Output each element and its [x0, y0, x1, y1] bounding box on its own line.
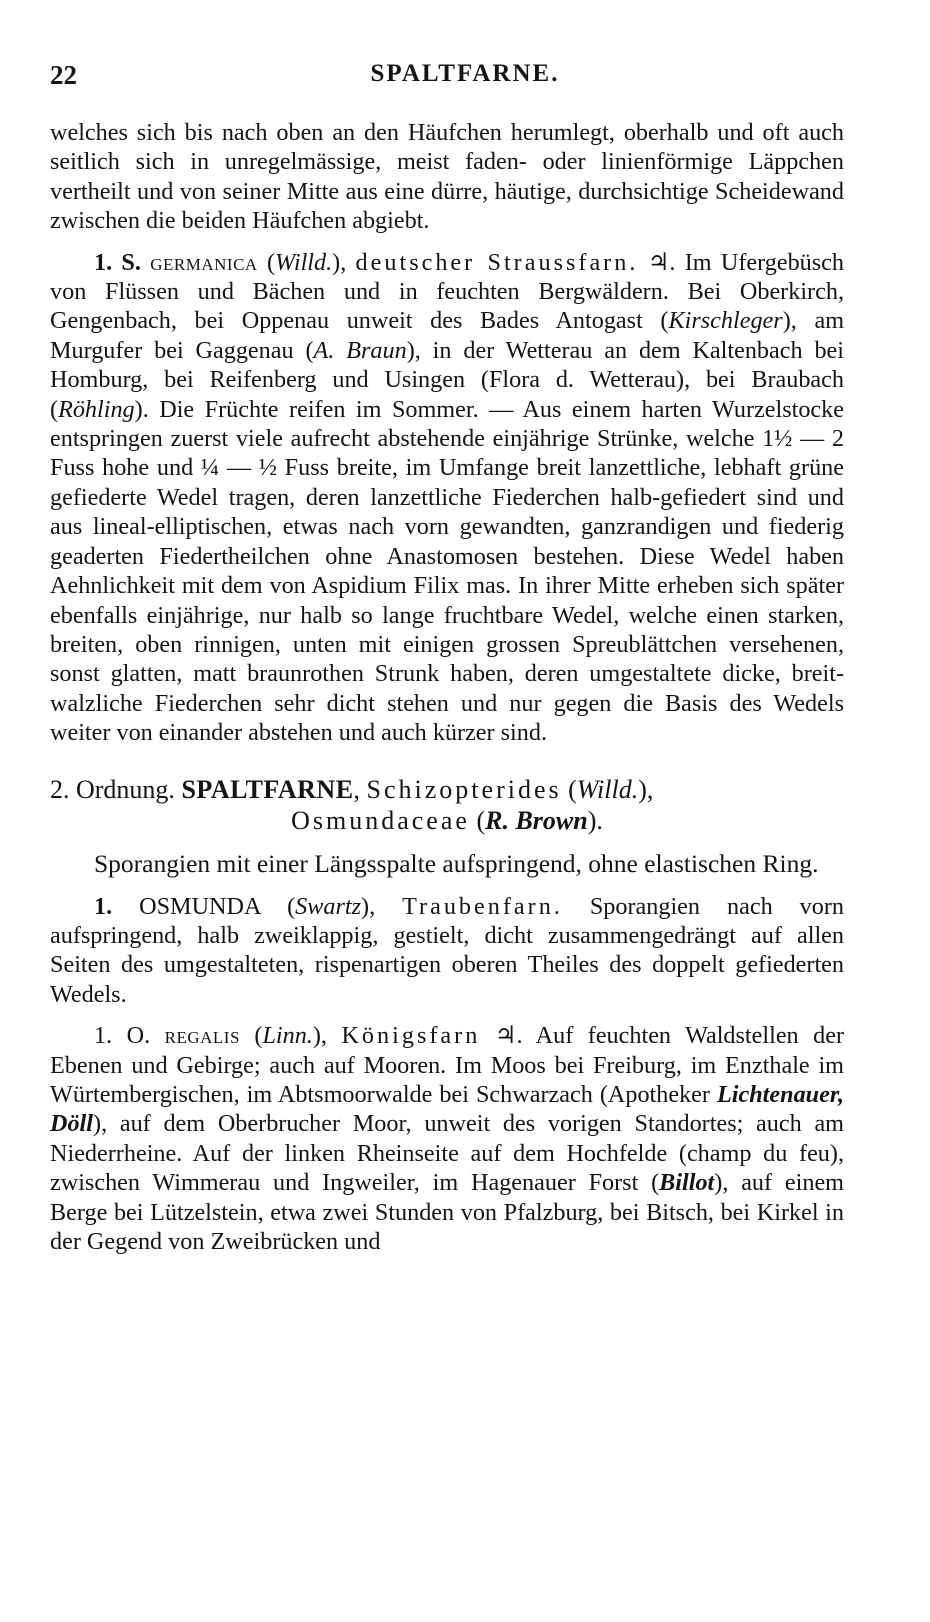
- citation: Billot: [659, 1169, 715, 1197]
- page-body: [50, 118, 844, 1256]
- entry-text: ), auf dem Oberbrucher Moor, unweit des vorigen Standortes; auch am Niederrheine. Auf der linken Rheinseite auf dem Hochfelde (champ du feu), zwischen Wimmerau und Ingweiler, im Hagenauer Forst (: [50, 1110, 844, 1197]
- page-header: [0, 0, 930, 110]
- family-author: R. Brown: [485, 805, 588, 835]
- perennial-symbol: ♃: [494, 1022, 517, 1050]
- species-name: germanica: [150, 248, 258, 276]
- perennial-symbol: ♃: [647, 248, 670, 276]
- common-name: Traubenfarn.: [402, 892, 563, 920]
- entry-text: . Im Ufergebüsch von Flüssen und Bächen und in feuchten Bergwäldern. Bei Oberkirch, Gengenbach, bei Oppenau unweit des Bades Antogast (: [50, 248, 845, 335]
- running-head: SPALTFARNE.: [370, 60, 560, 87]
- citation: Lichtenauer, Döll: [50, 1080, 844, 1138]
- entry-text: ). Die Früchte reifen im Sommer. — Aus einem harten Wurzelstocke entspringen zuerst viele aufrecht abstehende einjährige Strünke, welche 1½ — 2 Fuss hohe und ¼ — ½ Fuss breite, im Umfange breit lanzettliche, lebhaft grüne gefiederte Wedel tragen, deren lanzettliche Fiederchen halb-gefiedert sind und aus lineal-elliptischen, etwas nach vorn gewandten, ganzrandigen und fiederig geaderten Fiedertheilchen ohne Anastomosen bestehen. Diese Wedel haben Aehnlichkeit mit dem von Aspidium Filix mas. In ihrer Mitte erheben sich später ebenfalls einjährige, nur halb so lange fruchtbare Wedel, welche einen starken, breiten, oben rinnigen, unten mit einigen grossen Spreublättchen versehenen, sonst glatten, matt braunrothen Strunk haben, deren umgestaltete dicke, breit-walzliche Fiederchen sehr dicht stehen und nur gegen die Basis des Wedels weiter von einander abstehen und auch kürzer sind.: [50, 395, 844, 747]
- genus-entry-osmunda: 1. OSMUNDA (Swartz), Traubenfarn. Sporangien nach vorn aufspringend, halb zweiklappig, gestielt, dicht zusammengedrängt auf allen Seiten des umgestalteten, rispenartigen oberen Theiles des doppelt gefiederten Wedels.: [50, 892, 844, 1008]
- species-name: regalis: [164, 1022, 240, 1050]
- order-author: Willd.: [576, 774, 639, 804]
- citation: Kirschleger: [668, 307, 783, 335]
- entry-text: ), am Murgufer bei Gaggenau (: [50, 307, 845, 364]
- family-heading: Osmundaceae (R. Brown).: [291, 805, 603, 835]
- entry-text: ), auf einem Berge bei Lützelstein, etwa zwei Stunden von Pfalzburg, bei Bitsch, bei Kirkel in der Gegend von Zweibrücken und: [50, 1169, 844, 1255]
- entry-text: ), in der Wetterau an dem Kaltenbach bei Homburg, bei Reifenberg und Usingen (Flora d. Wetterau), bei Braubach (: [50, 336, 845, 423]
- species-number: 1. S.: [94, 248, 141, 276]
- continuation-paragraph: welches sich bis nach oben an den Häufchen herumlegt, oberhalb und oft auch seitlich sich in unregelmässige, meist faden- oder linienförmige Läppchen vertheilt und von seiner Mitte aus eine dürre, häutige, durchsichtige Scheidewand zwischen die beiden Häufchen abgiebt.: [50, 119, 844, 235]
- species-entry-regalis: 1. O. regalis (Linn.), Königsfarn ♃. Auf feuchten Waldstellen der Ebenen und Gebirge; auch auf Mooren. Im Moos bei Freiburg, im Enzthale im Würtembergischen, im Abtsmoorwalde bei Schwarzach (Apotheker Lichtenauer, Döll), auf dem Oberbrucher Moor, unweit des vorigen Standortes; auch am Niederrheine. Auf der linken Rheinseite auf dem Hochfelde (champ du feu), zwischen Wimmerau und Ingweiler, im Hagenauer Forst (Billot), auf einem Berge bei Lützelstein, etwa zwei Stunden von Pfalzburg, bei Bitsch, bei Kirkel in der Gegend von Zweibrücken und: [50, 1022, 845, 1255]
- common-name: Königsfarn: [341, 1022, 481, 1050]
- genus-author: Swartz: [295, 892, 362, 920]
- family-name: Osmundaceae: [291, 805, 470, 835]
- species-author: Linn.: [262, 1022, 313, 1050]
- entry-text: . Auf feuchten Waldstellen der Ebenen und Gebirge; auch auf Mooren. Im Moos bei Freiburg, im Enzthale im Würtembergischen, im Abtsmoorwalde bei Schwarzach (Apotheker: [50, 1022, 845, 1108]
- citation: A. Braun: [313, 336, 407, 364]
- order-name: SPALTFARNE: [181, 774, 354, 804]
- page-number: 22: [50, 60, 77, 90]
- order-latin: Schizopterides: [366, 774, 562, 804]
- genus-number: 1.: [94, 892, 113, 920]
- order-label: 2. Ordnung.: [50, 774, 175, 804]
- species-number: 1. O.: [94, 1022, 151, 1050]
- citation: Röhling: [58, 395, 135, 423]
- species-author: Willd.: [275, 248, 333, 276]
- common-name: deutscher Straussfarn.: [355, 248, 639, 276]
- order-heading: 2. Ordnung. SPALTFARNE, Schizopterides (Willd.),: [50, 774, 654, 804]
- genus-description: Sporangien nach vorn aufspringend, halb zweiklappig, gestielt, dicht zusammengedrängt auf allen Seiten des umgestalteten, rispenartigen oberen Theiles des doppelt gefiederten Wedels.: [50, 892, 844, 1008]
- genus-name: OSMUNDA: [139, 892, 261, 920]
- order-description: Sporangien mit einer Längsspalte aufspringend, ohne elastischen Ring.: [94, 848, 819, 878]
- species-entry-germanica: 1. S. germanica (Willd.), deutscher Straussfarn. ♃. Im Ufergebüsch von Flüssen und Bächen und in feuchten Bergwäldern. Bei Oberkirch, Gengenbach, bei Oppenau unweit des Bades Antogast (Kirschleger), am Murgufer bei Gaggenau (A. Braun), in der Wetterau an dem Kaltenbach bei Homburg, bei Reifenberg und Usingen (Flora d. Wetterau), bei Braubach (Röhling). Die Früchte reifen im Sommer. — Aus einem harten Wurzelstocke entspringen zuerst viele aufrecht abstehende einjährige Strünke, welche 1½ — 2 Fuss hohe und ¼ — ½ Fuss breite, im Umfange breit lanzettliche, lebhaft grüne gefiederte Wedel tragen, deren lanzettliche Fiederchen halb-gefiedert sind und aus lineal-elliptischen, etwas nach vorn gewandten, ganzrandigen und fiederig geaderten Fiedertheilchen ohne Anastomosen bestehen. Diese Wedel haben Aehnlichkeit mit dem von Aspidium Filix mas. In ihrer Mitte erheben sich später ebenfalls einjährige, nur halb so lange fruchtbare Wedel, welche einen starken, breiten, oben rinnigen, unten mit einigen grossen Spreublättchen versehenen, sonst glatten, matt braunrothen Strunk haben, deren umgestaltete dicke, breit-walzliche Fiederchen sehr dicht stehen und nur gegen die Basis des Wedels weiter von einander abstehen und auch kürzer sind.: [50, 248, 845, 747]
